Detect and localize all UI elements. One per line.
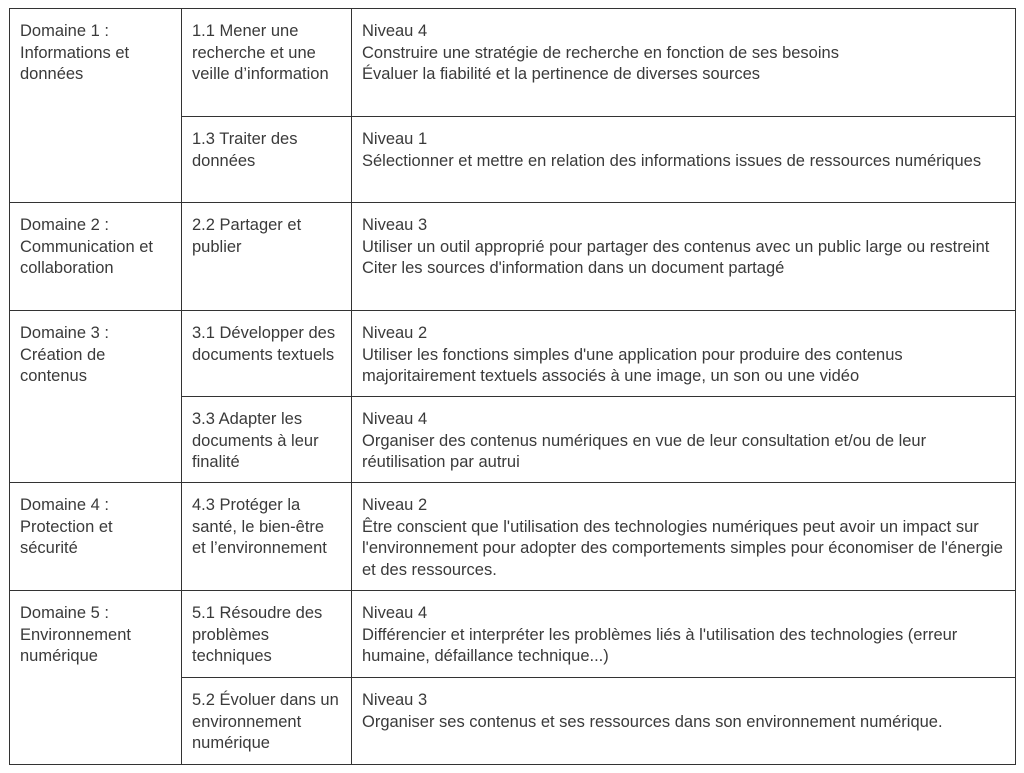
competency-cell: 2.2 Partager et publier: [182, 203, 352, 311]
level-label: Niveau 3: [362, 216, 428, 234]
level-label: Niveau 4: [362, 410, 428, 428]
level-label: Niveau 3: [362, 691, 428, 709]
description-cell: Niveau 4 Construire une stratégie de recherche en fonction de ses besoins Évaluer la fiabilité et la pertinence de diverses sources: [352, 9, 1016, 117]
competency-cell: 1.1 Mener une recherche et une veille d’information: [182, 9, 352, 117]
description-cell: Niveau 3 Utiliser un outil approprié pour partager des contenus avec un public large ou restreint Citer les sources d'information dans un document partagé: [352, 203, 1016, 311]
description-cell: Niveau 2 Utiliser les fonctions simples d'une application pour produire des contenus majoritairement textuels associés à une image, un son ou une vidéo: [352, 311, 1016, 397]
level-label: Niveau 2: [362, 496, 428, 514]
competency-cell: 5.2 Évoluer dans un environnement numérique: [182, 678, 352, 765]
level-label: Niveau 4: [362, 604, 428, 622]
table-row: [10, 483, 1016, 591]
domain-cell: Domaine 4 : Protection et sécurité: [10, 483, 182, 591]
description-cell: Niveau 4 Différencier et interpréter les problèmes liés à l'utilisation des technologies (erreur humaine, défaillance technique...): [352, 591, 1016, 678]
table-row: [10, 311, 1016, 397]
table-row: [10, 591, 1016, 678]
competency-cell: 3.3 Adapter les documents à leur finalité: [182, 397, 352, 483]
domain-cell: Domaine 5 : Environnement numérique: [10, 591, 182, 765]
description-cell: Niveau 4 Organiser des contenus numériques en vue de leur consultation et/ou de leur réutilisation par autrui: [352, 397, 1016, 483]
competency-cell: 1.3 Traiter des données: [182, 117, 352, 203]
competency-cell: 4.3 Protéger la santé, le bien-être et l’environnement: [182, 483, 352, 591]
level-label: Niveau 1: [362, 130, 428, 148]
table-row: [10, 9, 1016, 117]
competency-table: [9, 8, 1016, 765]
description-cell: Niveau 2 Être conscient que l'utilisation des technologies numériques peut avoir un impact sur l'environnement pour adopter des comportements simples pour économiser de l'énergie et des ressources.: [352, 483, 1016, 591]
description-cell: Niveau 3 Organiser ses contenus et ses ressources dans son environnement numérique.: [352, 678, 1016, 765]
domain-cell: Domaine 2 : Communication et collaboration: [10, 203, 182, 311]
competency-cell: 3.1 Développer des documents textuels: [182, 311, 352, 397]
domain-cell: Domaine 1 : Informations et données: [10, 9, 182, 203]
description-cell: Niveau 1 Sélectionner et mettre en relation des informations issues de ressources numériques: [352, 117, 1016, 203]
level-label: Niveau 4: [362, 22, 428, 40]
table-row: [10, 203, 1016, 311]
level-label: Niveau 2: [362, 324, 428, 342]
competency-cell: 5.1 Résoudre des problèmes techniques: [182, 591, 352, 678]
domain-cell: Domaine 3 : Création de contenus: [10, 311, 182, 483]
